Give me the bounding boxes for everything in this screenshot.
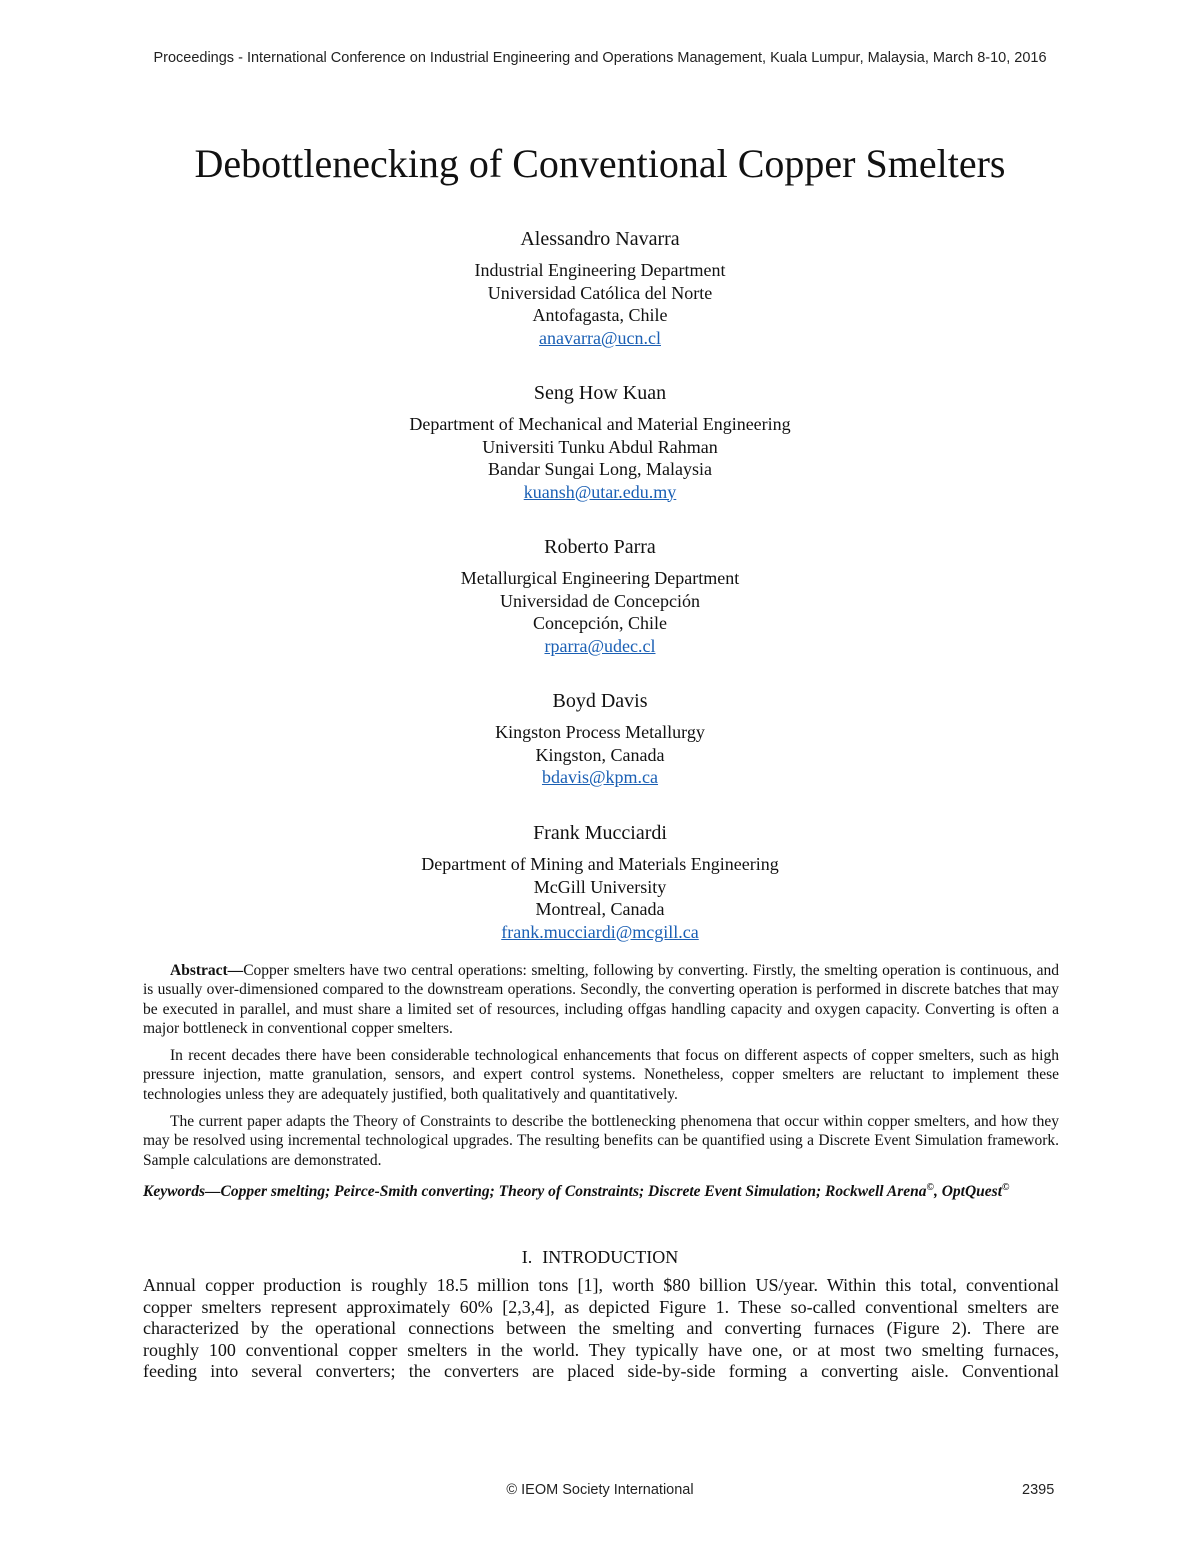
author-name: Alessandro Navarra	[520, 228, 680, 250]
author-block-4	[0, 689, 1200, 789]
text-line: roughly 100 conventional copper smelters in the world. They typically have one, or at most two smelting furnaces,	[143, 1339, 1059, 1360]
abstract-label: Abstract—	[170, 962, 244, 979]
author-affiliation-line: Department of Mechanical and Material Engineering	[409, 414, 791, 434]
keywords	[143, 1178, 1059, 1201]
section-heading-introduction	[0, 1246, 1200, 1268]
author-affiliation-line: Montreal, Canada	[535, 899, 665, 919]
author-block-1	[0, 227, 1200, 349]
author-email-link[interactable]: frank.mucciardi@mcgill.ca	[501, 921, 699, 942]
author-email-link[interactable]: rparra@udec.cl	[544, 635, 656, 656]
author-affiliation-line: McGill University	[533, 876, 667, 897]
author-affiliation-line: Department of Mining and Materials Engineering	[421, 854, 779, 874]
author-affiliation-line: Metallurgical Engineering Department	[460, 568, 740, 588]
running-header: Proceedings - International Conference on Industrial Engineering and Operations Management, Kuala Lumpur, Malaysia, March 8-10, 2016	[153, 50, 1047, 66]
section-title: INTRODUCTION	[542, 1247, 679, 1267]
author-affiliation-line: Antofagasta, Chile	[532, 305, 668, 325]
abstract-text: Copper smelters have two central operations: smelting, following by converting. Firstly, the smelting operation is continuous, and is usually over-dimensioned compared to the downstream operations. Secondly, the converting operation is performed in discrete batches that may be executed in parallel, and must share a limited set of resources, including offgas handling capacity and oxygen capacity. Converting is often a major bottleneck in conventional copper smelters.	[143, 962, 1059, 1037]
copyright-mark: ©	[1002, 1181, 1010, 1193]
text-line: copper smelters represent approximately 60% [2,3,4], as depicted Figure 1. These so-called conventional smelters are	[143, 1296, 1059, 1317]
keywords-text: Copper smelting; Peirce-Smith converting; Theory of Constraints; Discrete Event Simulation; Rockwell Arena	[220, 1183, 927, 1201]
page-number: 2395	[1022, 1482, 1055, 1498]
author-name: Seng How Kuan	[533, 382, 667, 404]
author-affiliation-line: Universidad de Concepción	[500, 590, 700, 611]
abstract	[143, 961, 1059, 1201]
author-email-link[interactable]: bdavis@kpm.ca	[541, 767, 659, 787]
abstract-paragraph-3: The current paper adapts the Theory of Constraints to describe the bottlenecking phenomena that occur within copper smelters, and how they may be resolved using incremental technological upgrades. The resulting benefits can be quantified using a Discrete Event Simulation framework. Sample calculations are demonstrated.	[143, 1113, 1059, 1169]
text-line: Annual copper production is roughly 18.5 million tons [1], worth $80 billion US/year. Within this total, conventional	[143, 1275, 1059, 1295]
author-affiliation-line: Industrial Engineering Department	[474, 260, 726, 280]
author-block-5	[0, 821, 1200, 943]
author-name: Roberto Parra	[544, 536, 656, 558]
section-number: I.	[521, 1247, 533, 1267]
author-affiliation-line: Universiti Tunku Abdul Rahman	[482, 436, 718, 457]
author-block-3	[0, 535, 1200, 657]
author-email-link[interactable]: kuansh@utar.edu.my	[523, 481, 677, 502]
copyright-mark: ©	[926, 1181, 934, 1193]
author-block-2	[0, 381, 1200, 503]
author-affiliation-line: Kingston Process Metallurgy	[495, 722, 705, 742]
author-affiliation-line: Universidad Católica del Norte	[487, 282, 713, 303]
author-name: Boyd Davis	[552, 690, 648, 712]
text-line: characterized by the operational connections between the smelting and converting furnaces (Figure 2). There are	[143, 1318, 1059, 1338]
paper-title: Debottlenecking of Conventional Copper Smelters	[194, 141, 1006, 186]
abstract-paragraph-1	[143, 961, 1059, 1038]
keywords-text-tail: , OptQuest	[933, 1183, 1003, 1201]
keywords-label: Keywords—	[143, 1183, 221, 1201]
author-affiliation-line: Concepción, Chile	[533, 613, 667, 633]
author-affiliation-line: Bandar Sungai Long, Malaysia	[488, 459, 712, 479]
text-line: feeding into several converters; the converters are placed side-by-side forming a converting aisle. Conventional	[143, 1361, 1059, 1381]
author-name: Frank Mucciardi	[533, 822, 667, 844]
footer-copyright: © IEOM Society International	[506, 1482, 694, 1498]
author-affiliation-line: Kingston, Canada	[535, 744, 665, 765]
abstract-paragraph-2: In recent decades there have been considerable technological enhancements that focus on different aspects of copper smelters, such as high pressure injection, matte granulation, sensors, and expert control systems. Nonetheless, copper smelters are reluctant to implement these technologies unless they are adequately justified, both qualitatively and quantitatively.	[143, 1047, 1059, 1103]
introduction-text	[143, 1275, 1059, 1383]
author-email-link[interactable]: anavarra@ucn.cl	[538, 327, 661, 348]
